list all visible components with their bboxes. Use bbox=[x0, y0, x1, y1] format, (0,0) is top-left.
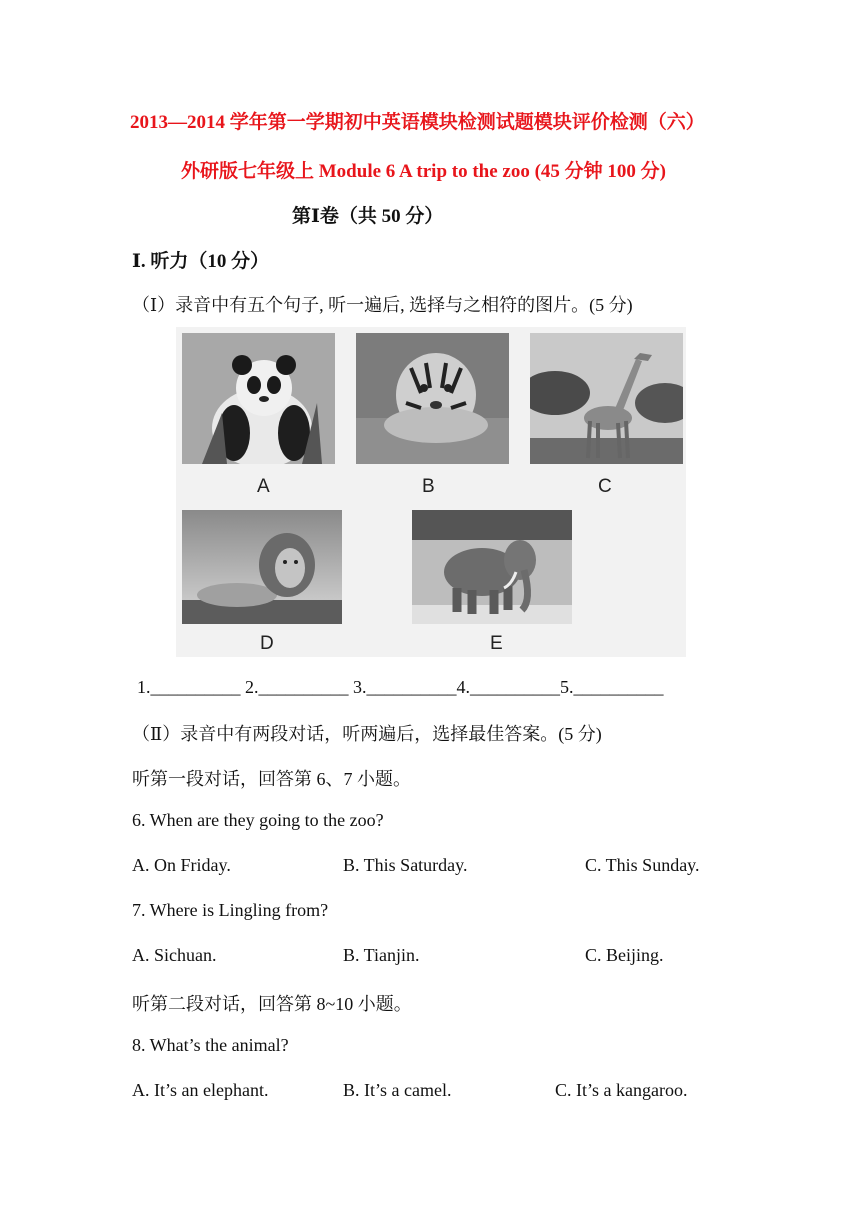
lion-photo bbox=[182, 510, 342, 624]
dialogue1-intro: 听第一段对话，回答第 6、7 小题。 bbox=[132, 769, 411, 789]
question-8-option-c[interactable]: C. It’s a kangaroo. bbox=[555, 1080, 688, 1100]
elephant-photo bbox=[412, 510, 572, 624]
picture-label-c: C bbox=[598, 476, 612, 497]
question-8-option-a[interactable]: A. It’s an elephant. bbox=[132, 1080, 269, 1100]
picture-label-b: B bbox=[422, 476, 435, 497]
part2-instruction: （Ⅱ）录音中有两段对话，听两遍后，选择最佳答案。(5 分) bbox=[132, 724, 602, 744]
question-7-option-b[interactable]: B. Tianjin. bbox=[343, 945, 420, 965]
title-line-2: 外研版七年级上 Module 6 A trip to the zoo (45 分钟 100 分) bbox=[181, 161, 667, 182]
question-6-option-b[interactable]: B. This Saturday. bbox=[343, 855, 468, 875]
paper-part-label: 第Ⅰ卷（共 50 分） bbox=[292, 206, 444, 227]
picture-label-e: E bbox=[490, 633, 503, 654]
giraffe-photo bbox=[530, 333, 683, 464]
dialogue2-intro: 听第二段对话，回答第 8~10 小题。 bbox=[132, 994, 412, 1014]
title-line-1: 2013—2014 学年第一学期初中英语模块检测试题模块评价检测（六） bbox=[130, 112, 705, 133]
picture-label-d: D bbox=[260, 633, 274, 654]
part1-instruction: （Ⅰ）录音中有五个句子, 听一遍后, 选择与之相符的图片。(5 分) bbox=[132, 295, 633, 315]
section-heading: Ⅰ. 听力（10 分） bbox=[132, 251, 270, 272]
tiger-photo bbox=[356, 333, 509, 464]
answer-blanks[interactable]: 1.__________ 2.__________ 3.__________4.__________5.__________ bbox=[137, 677, 664, 697]
question-8-option-b[interactable]: B. It’s a camel. bbox=[343, 1080, 452, 1100]
question-7: 7. Where is Lingling from? bbox=[132, 900, 329, 920]
question-7-option-a[interactable]: A. Sichuan. bbox=[132, 945, 217, 965]
panda-photo bbox=[182, 333, 335, 464]
question-6-option-a[interactable]: A. On Friday. bbox=[132, 855, 231, 875]
picture-label-a: A bbox=[257, 476, 270, 497]
question-6: 6. When are they going to the zoo? bbox=[132, 810, 384, 830]
question-7-option-c[interactable]: C. Beijing. bbox=[585, 945, 664, 965]
question-6-option-c[interactable]: C. This Sunday. bbox=[585, 855, 700, 875]
question-8: 8. What’s the animal? bbox=[132, 1035, 289, 1055]
